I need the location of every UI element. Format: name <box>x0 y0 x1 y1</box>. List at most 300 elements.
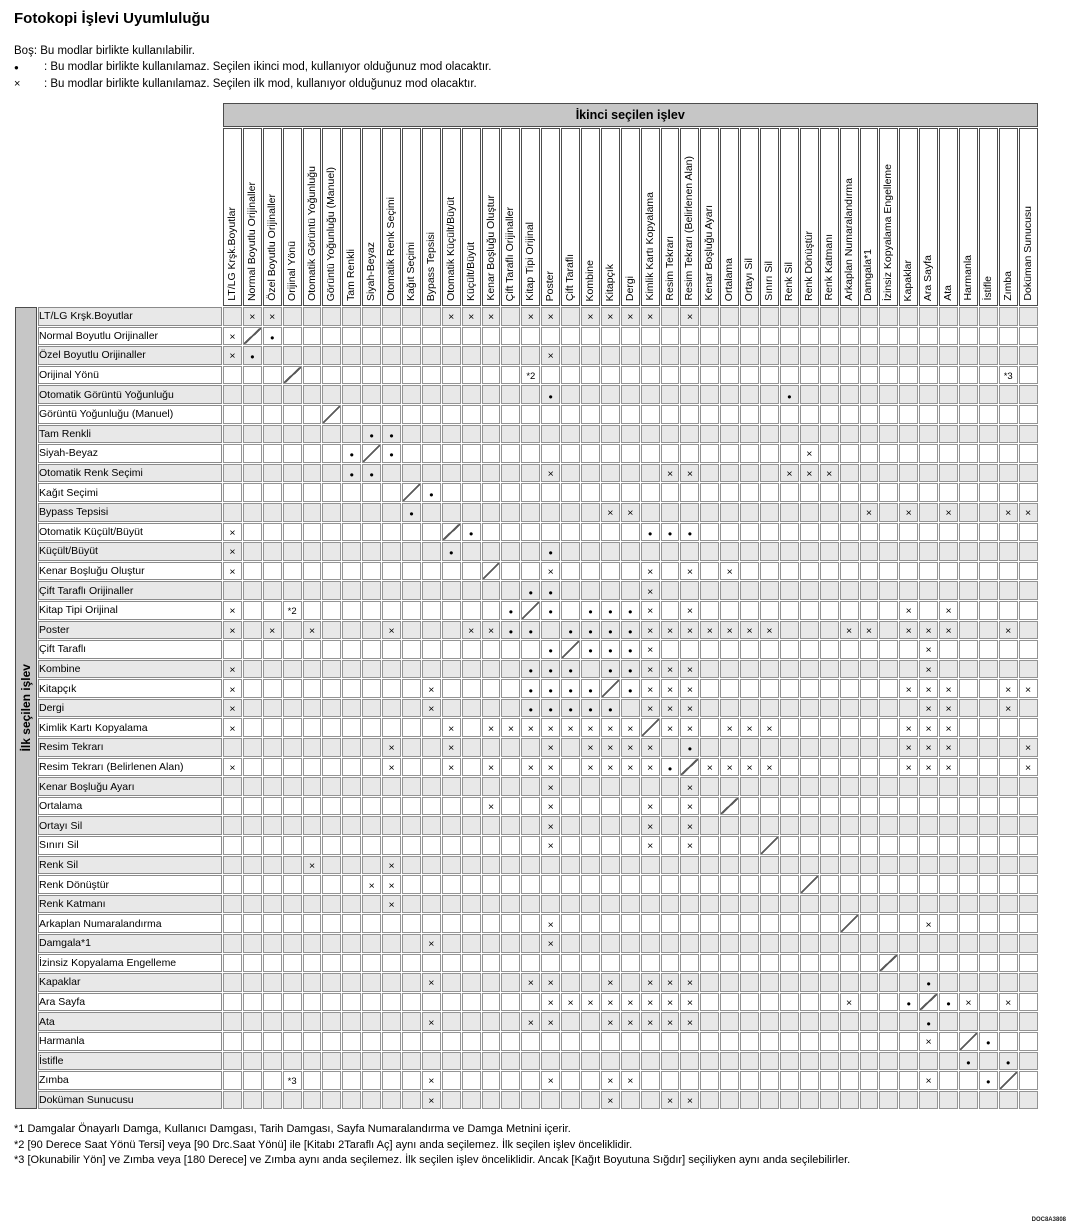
matrix-cell <box>561 601 580 620</box>
matrix-cell <box>263 660 282 679</box>
matrix-cell <box>959 660 978 679</box>
x-mark-icon: × <box>666 663 674 676</box>
matrix-cell <box>581 679 600 698</box>
column-header-label: Küçült/Büyüt <box>464 242 477 301</box>
matrix-cell <box>362 816 381 835</box>
matrix-cell <box>342 640 361 659</box>
matrix-cell <box>382 973 401 992</box>
matrix-cell <box>840 425 859 444</box>
matrix-cell <box>581 699 600 718</box>
matrix-cell <box>521 346 540 365</box>
matrix-cell <box>740 758 759 777</box>
matrix-cell <box>263 699 282 718</box>
matrix-cell <box>661 1012 680 1031</box>
x-mark-icon: × <box>428 938 435 951</box>
matrix-cell <box>263 523 282 542</box>
matrix-cell <box>641 660 660 679</box>
matrix-cell <box>283 640 302 659</box>
matrix-cell <box>939 934 958 953</box>
matrix-cell <box>223 699 242 718</box>
matrix-cell <box>482 405 501 424</box>
row-header: Siyah-Beyaz <box>38 444 222 463</box>
matrix-cell <box>501 1012 520 1031</box>
matrix-cell <box>223 1032 242 1051</box>
matrix-cell <box>422 993 441 1012</box>
x-mark-icon: × <box>706 624 713 637</box>
matrix-cell <box>780 1071 799 1090</box>
row-header: Çift Taraflı <box>38 640 222 659</box>
matrix-cell <box>263 836 282 855</box>
matrix-cell <box>919 836 938 855</box>
matrix-cell <box>700 1012 719 1031</box>
matrix-cell <box>700 444 719 463</box>
matrix-cell <box>621 385 640 404</box>
x-mark-icon: × <box>666 1095 674 1108</box>
matrix-cell <box>760 954 779 973</box>
matrix-cell <box>800 777 819 796</box>
matrix-cell <box>641 483 660 502</box>
matrix-cell <box>840 679 859 698</box>
matrix-cell <box>621 1091 640 1110</box>
matrix-cell <box>601 542 620 561</box>
matrix-cell <box>680 836 699 855</box>
matrix-cell <box>919 738 938 757</box>
matrix-cell <box>879 718 898 737</box>
x-mark-icon: × <box>686 840 693 853</box>
matrix-cell <box>740 660 759 679</box>
matrix-cell <box>601 1012 620 1031</box>
matrix-cell <box>959 1091 978 1110</box>
matrix-cell <box>999 562 1018 581</box>
matrix-cell <box>959 816 978 835</box>
matrix-cell <box>680 405 699 424</box>
matrix-cell <box>879 1052 898 1071</box>
matrix-cell <box>1019 797 1038 816</box>
matrix-cell <box>939 1032 958 1051</box>
matrix-cell <box>919 816 938 835</box>
matrix-cell <box>979 1071 998 1090</box>
column-header-label: Resim Tekrarı (Belirlenen Alan) <box>683 156 696 301</box>
matrix-cell <box>999 1091 1018 1110</box>
matrix-cell <box>283 973 302 992</box>
matrix-cell <box>362 542 381 561</box>
matrix-cell <box>621 1012 640 1031</box>
matrix-cell <box>382 679 401 698</box>
matrix-cell <box>243 1012 262 1031</box>
matrix-cell <box>820 679 839 698</box>
matrix-cell <box>521 327 540 346</box>
matrix-cell <box>999 777 1018 796</box>
matrix-cell <box>720 346 739 365</box>
matrix-cell <box>422 425 441 444</box>
matrix-cell <box>442 758 461 777</box>
matrix-cell <box>860 483 879 502</box>
x-mark-icon: × <box>686 977 693 990</box>
matrix-cell <box>959 738 978 757</box>
matrix-cell <box>243 954 262 973</box>
column-header-label: LT/LG Krşk.Boyutlar <box>225 207 238 301</box>
matrix-cell <box>581 385 600 404</box>
x-mark-icon: × <box>845 997 853 1010</box>
matrix-cell <box>641 973 660 992</box>
x-mark-icon: × <box>547 566 554 579</box>
matrix-cell <box>501 914 520 933</box>
matrix-cell <box>482 973 501 992</box>
filled-circle-icon: ● <box>528 626 534 636</box>
x-mark-icon: × <box>607 1016 614 1029</box>
matrix-cell <box>342 1071 361 1090</box>
matrix-cell <box>462 777 481 796</box>
matrix-cell <box>1019 523 1038 542</box>
matrix-cell <box>303 1091 322 1110</box>
x-mark-icon: × <box>229 546 236 559</box>
matrix-cell <box>740 777 759 796</box>
row-header: Zımba <box>38 1071 222 1090</box>
matrix-cell <box>283 444 302 463</box>
matrix-cell <box>382 738 401 757</box>
matrix-cell <box>740 1032 759 1051</box>
matrix-cell <box>581 366 600 385</box>
matrix-cell <box>322 699 341 718</box>
column-header-label: Bypass Tepsisi <box>424 231 437 301</box>
matrix-cell <box>422 542 441 561</box>
matrix-cell <box>521 660 540 679</box>
matrix-cell <box>561 934 580 953</box>
row-header: Bypass Tepsisi <box>38 503 222 522</box>
matrix-cell <box>661 836 680 855</box>
matrix-cell <box>800 327 819 346</box>
column-header-label: Görüntü Yoğunluğu (Manuel) <box>325 166 338 301</box>
row-header: Kağıt Seçimi <box>38 483 222 502</box>
matrix-cell <box>720 307 739 326</box>
x-mark-icon: × <box>428 977 435 990</box>
matrix-cell <box>362 914 381 933</box>
matrix-cell <box>422 699 441 718</box>
matrix-cell <box>482 993 501 1012</box>
column-header-label: Siyah-Beyaz <box>365 242 378 301</box>
matrix-cell <box>959 366 978 385</box>
matrix-cell <box>700 327 719 346</box>
matrix-cell <box>840 503 859 522</box>
matrix-cell <box>860 777 879 796</box>
x-mark-icon: × <box>607 507 614 520</box>
matrix-cell <box>541 601 560 620</box>
matrix-cell <box>501 836 520 855</box>
matrix-cell <box>263 934 282 953</box>
matrix-cell <box>263 973 282 992</box>
matrix-cell <box>402 954 421 973</box>
x-mark-icon: × <box>686 605 693 618</box>
matrix-cell <box>720 1012 739 1031</box>
column-header-label: Kenar Boşluğu Oluştur <box>484 195 497 301</box>
diagonal-cell <box>322 405 341 424</box>
matrix-cell <box>661 718 680 737</box>
matrix-cell <box>621 601 640 620</box>
x-mark-icon: × <box>766 624 773 637</box>
matrix-cell <box>1019 621 1038 640</box>
x-mark-icon: × <box>547 1016 554 1029</box>
matrix-cell <box>641 797 660 816</box>
matrix-cell <box>462 738 481 757</box>
matrix-cell <box>760 993 779 1012</box>
matrix-cell <box>1019 895 1038 914</box>
matrix-cell <box>601 562 620 581</box>
matrix-cell <box>362 503 381 522</box>
matrix-cell <box>541 640 560 659</box>
matrix-cell <box>342 405 361 424</box>
matrix-cell <box>820 660 839 679</box>
matrix-cell <box>263 758 282 777</box>
matrix-cell <box>720 954 739 973</box>
matrix-cell <box>462 816 481 835</box>
matrix-cell <box>661 993 680 1012</box>
matrix-cell <box>342 699 361 718</box>
matrix-cell <box>999 738 1018 757</box>
matrix-cell <box>959 621 978 640</box>
matrix-cell <box>899 562 918 581</box>
row-header: İzinsiz Kopyalama Engelleme <box>38 954 222 973</box>
matrix-cell <box>680 973 699 992</box>
matrix-cell <box>422 934 441 953</box>
matrix-cell <box>820 621 839 640</box>
matrix-cell <box>283 542 302 561</box>
matrix-cell <box>939 483 958 502</box>
matrix-cell <box>661 503 680 522</box>
matrix-cell <box>561 699 580 718</box>
x-mark-icon: × <box>945 722 952 735</box>
table-row <box>15 679 1038 698</box>
matrix-cell <box>999 640 1018 659</box>
matrix-cell <box>462 718 481 737</box>
matrix-cell <box>581 1012 600 1031</box>
filled-circle-icon: ● <box>608 705 613 715</box>
matrix-cell <box>521 1052 540 1071</box>
x-mark-icon: × <box>448 722 455 735</box>
filled-circle-icon: ● <box>608 626 613 636</box>
matrix-cell <box>541 1091 560 1110</box>
matrix-cell <box>521 679 540 698</box>
diagonal-cell <box>462 542 481 561</box>
row-header: Çift Taraflı Orijinaller <box>38 581 222 600</box>
matrix-cell <box>243 307 262 326</box>
matrix-cell <box>561 973 580 992</box>
matrix-cell <box>899 385 918 404</box>
matrix-cell <box>840 895 859 914</box>
matrix-cell <box>442 640 461 659</box>
matrix-cell <box>899 934 918 953</box>
matrix-cell <box>760 758 779 777</box>
table-row <box>15 1012 1038 1031</box>
matrix-cell <box>303 718 322 737</box>
matrix-cell <box>382 444 401 463</box>
matrix-cell <box>581 542 600 561</box>
matrix-cell <box>342 1032 361 1051</box>
matrix-cell <box>800 542 819 561</box>
column-header <box>700 128 719 306</box>
matrix-cell <box>541 914 560 933</box>
matrix-cell <box>800 444 819 463</box>
diagonal-cell <box>919 993 938 1012</box>
column-header-label: İzinsiz Kopyalama Engelleme <box>882 163 895 301</box>
matrix-cell <box>462 307 481 326</box>
matrix-cell <box>720 777 739 796</box>
matrix-cell <box>700 1032 719 1051</box>
matrix-cell <box>621 581 640 600</box>
table-row <box>15 1091 1038 1110</box>
x-mark-icon: × <box>945 605 952 618</box>
matrix-cell <box>760 699 779 718</box>
matrix-cell <box>482 464 501 483</box>
matrix-cell <box>382 542 401 561</box>
matrix-cell <box>462 699 481 718</box>
table-row <box>15 640 1038 659</box>
x-mark-icon: × <box>229 683 236 696</box>
matrix-cell <box>621 934 640 953</box>
matrix-cell <box>899 856 918 875</box>
matrix-cell <box>621 503 640 522</box>
matrix-cell <box>322 816 341 835</box>
legend-x-line <box>14 76 1056 92</box>
matrix-cell <box>979 914 998 933</box>
matrix-cell <box>939 327 958 346</box>
matrix-cell <box>601 366 620 385</box>
x-mark-icon: × <box>726 624 733 637</box>
matrix-cell <box>760 679 779 698</box>
x-mark-icon: × <box>925 1075 932 1088</box>
matrix-cell <box>641 581 660 600</box>
matrix-cell <box>820 1012 839 1031</box>
matrix-cell <box>800 797 819 816</box>
matrix-cell <box>680 523 699 542</box>
column-header-label: Çift Taraflı <box>564 253 577 301</box>
column-header <box>243 128 262 306</box>
x-mark-icon: × <box>527 977 534 990</box>
matrix-cell <box>223 464 242 483</box>
matrix-cell <box>780 385 799 404</box>
diagonal-cell <box>561 640 580 659</box>
matrix-cell <box>561 816 580 835</box>
matrix-cell <box>641 346 660 365</box>
matrix-cell <box>541 718 560 737</box>
matrix-cell <box>521 542 540 561</box>
matrix-cell <box>720 993 739 1012</box>
matrix-cell <box>1019 1032 1038 1051</box>
matrix-cell <box>780 562 799 581</box>
column-header <box>661 128 680 306</box>
matrix-cell <box>879 797 898 816</box>
matrix-cell <box>939 660 958 679</box>
matrix-cell <box>780 797 799 816</box>
matrix-cell <box>820 425 839 444</box>
first-selected-axis-label <box>15 307 37 1109</box>
matrix-cell <box>223 581 242 600</box>
matrix-cell <box>263 366 282 385</box>
matrix-cell <box>1019 425 1038 444</box>
matrix-cell <box>840 307 859 326</box>
x-mark-icon: × <box>428 703 435 716</box>
matrix-cell <box>541 679 560 698</box>
matrix-cell <box>661 914 680 933</box>
table-row <box>15 738 1038 757</box>
matrix-cell <box>442 1071 461 1090</box>
matrix-cell <box>1019 856 1038 875</box>
matrix-cell <box>362 856 381 875</box>
matrix-cell <box>661 973 680 992</box>
matrix-cell <box>999 660 1018 679</box>
matrix-cell <box>1019 503 1038 522</box>
table-row <box>15 875 1038 894</box>
matrix-cell <box>979 542 998 561</box>
matrix-cell <box>342 973 361 992</box>
filled-circle-icon: ● <box>528 685 534 695</box>
matrix-cell <box>322 993 341 1012</box>
matrix-cell <box>760 581 779 600</box>
matrix-cell <box>760 327 779 346</box>
matrix-cell <box>860 1012 879 1031</box>
matrix-cell <box>501 425 520 444</box>
matrix-cell <box>1019 934 1038 953</box>
x-mark-icon: × <box>945 683 952 696</box>
matrix-cell <box>561 405 580 424</box>
matrix-cell <box>243 562 262 581</box>
matrix-cell <box>243 1071 262 1090</box>
matrix-cell <box>939 444 958 463</box>
matrix-cell <box>939 914 958 933</box>
matrix-cell <box>541 366 560 385</box>
matrix-cell <box>740 523 759 542</box>
matrix-cell <box>283 483 302 502</box>
matrix-cell <box>661 621 680 640</box>
matrix-cell <box>521 875 540 894</box>
matrix-cell <box>561 1052 580 1071</box>
matrix-cell <box>760 895 779 914</box>
x-mark-icon: × <box>925 663 932 676</box>
x-mark-icon: × <box>945 761 952 774</box>
matrix-cell <box>919 581 938 600</box>
matrix-cell <box>879 621 898 640</box>
matrix-cell <box>641 425 660 444</box>
matrix-cell <box>959 483 978 502</box>
matrix-cell <box>283 307 302 326</box>
matrix-cell <box>740 895 759 914</box>
x-mark-icon: × <box>726 566 733 579</box>
matrix-cell <box>223 758 242 777</box>
matrix-cell <box>621 660 640 679</box>
matrix-cell <box>581 444 600 463</box>
matrix-cell <box>780 895 799 914</box>
matrix-cell <box>243 699 262 718</box>
matrix-cell <box>442 816 461 835</box>
matrix-cell <box>283 816 302 835</box>
filled-circle-icon: ● <box>548 685 553 695</box>
matrix-cell <box>342 816 361 835</box>
diagonal-cell <box>999 1071 1018 1090</box>
matrix-cell <box>680 856 699 875</box>
matrix-cell <box>740 346 759 365</box>
matrix-cell <box>820 875 839 894</box>
matrix-cell <box>979 1032 998 1051</box>
matrix-cell <box>860 464 879 483</box>
matrix-cell <box>581 562 600 581</box>
matrix-cell <box>840 856 859 875</box>
x-mark-icon: × <box>945 507 952 520</box>
matrix-cell <box>303 405 322 424</box>
column-header <box>720 128 739 306</box>
x-mark-icon: × <box>527 761 534 774</box>
matrix-cell <box>919 405 938 424</box>
matrix-cell <box>700 993 719 1012</box>
matrix-cell <box>601 483 620 502</box>
